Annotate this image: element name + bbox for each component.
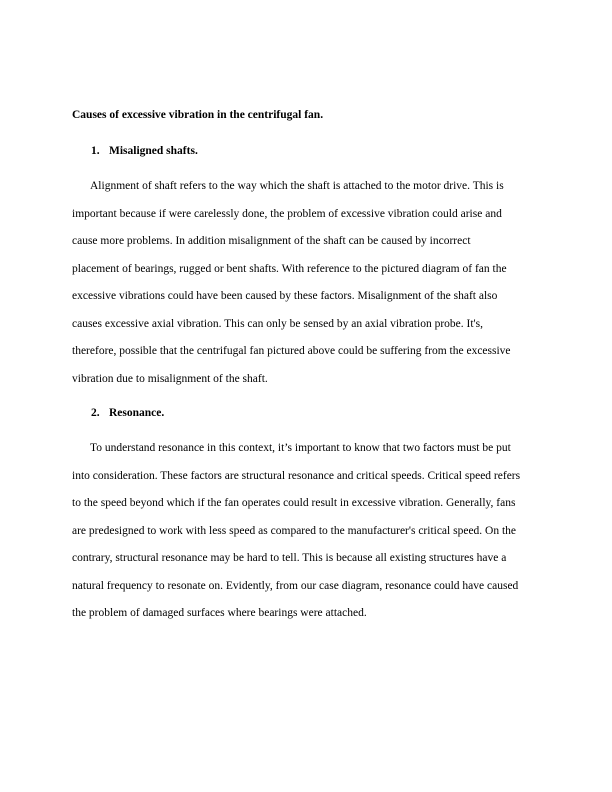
section-heading-misaligned-shafts [72,142,540,160]
paragraph-line: the problem of damaged surfaces where bearings were attached. [72,607,367,619]
section-number: 1. [91,145,100,157]
paragraph-line: to the speed beyond which if the fan operates could result in excessive vibration. Generally, fans [72,497,516,509]
section-title: Resonance. [109,407,165,419]
paragraph-line: placement of bearings, rugged or bent shafts. With reference to the pictured diagram of fan the [72,262,507,275]
paragraph-line: natural frequency to resonate on. Evidently, from our case diagram, resonance could have caused [72,579,519,592]
paragraph-line: causes excessive axial vibration. This can only be sensed by an axial vibration probe. It's, [72,317,483,330]
paragraph-resonance [72,435,540,628]
section-title: Misaligned shafts. [109,145,198,157]
paragraph-line: To understand resonance in this context, it’s important to know that two factors must be put [90,442,511,454]
paragraph-line: vibration due to misalignment of the shaft. [72,372,268,385]
section-heading-resonance [72,404,540,422]
document-title: Causes of excessive vibration in the centrifugal fan. [72,109,324,121]
paragraph-line: contrary, structural resonance may be hard to tell. This is because all existing structures have a [72,552,507,564]
paragraph-line: are predesigned to work with less speed as compared to the manufacturer's critical speed. On the [72,524,517,537]
paragraph-line: into consideration. These factors are structural resonance and critical speeds. Critical speed refers [72,469,521,482]
paragraph-line: Alignment of shaft refers to the way which the shaft is attached to the motor drive. This is [90,180,504,192]
document-body [72,106,540,639]
paragraph-line: excessive vibrations could have been caused by these factors. Misalignment of the shaft also [72,290,498,302]
paragraph-misaligned-shafts [72,173,540,393]
paragraph-line: important because if were carelessly done, the problem of excessive vibration could arise and [72,207,502,220]
paragraph-line: cause more problems. In addition misalignment of the shaft can be caused by incorrect [72,235,471,247]
section-number: 2. [91,407,100,419]
paragraph-line: therefore, possible that the centrifugal fan pictured above could be suffering from the excessive [72,345,511,357]
